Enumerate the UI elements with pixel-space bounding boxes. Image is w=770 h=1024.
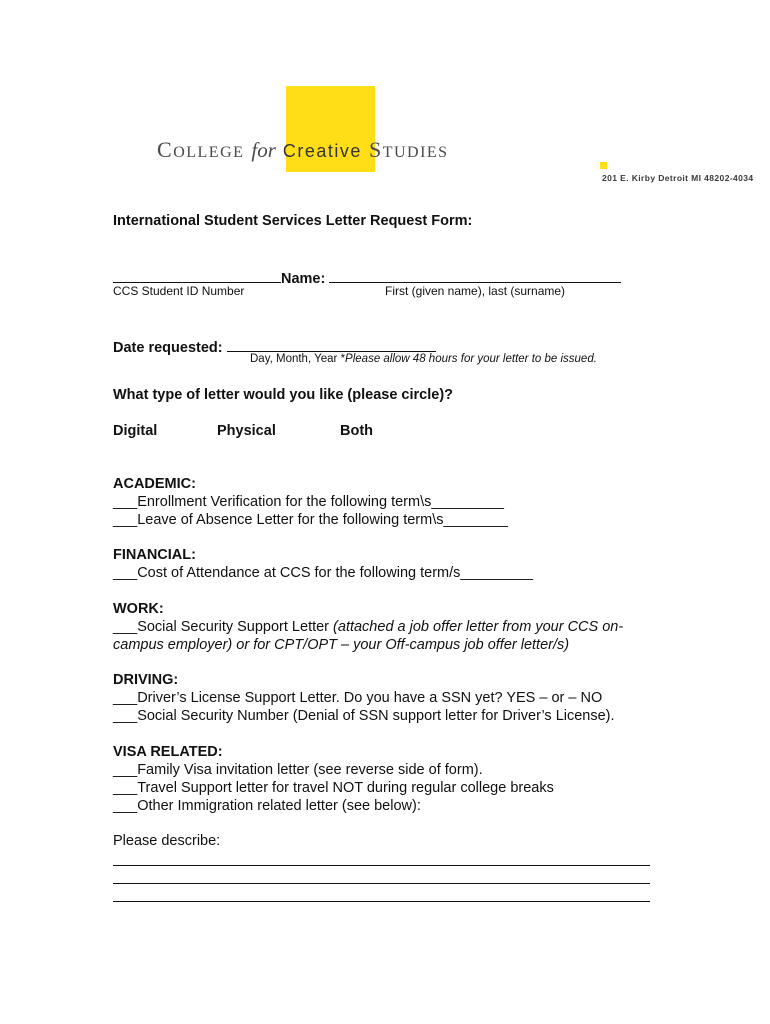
academic-heading: ACADEMIC:: [113, 476, 196, 492]
logo-address: 201 E. Kirby Detroit MI 48202-4034: [602, 173, 754, 183]
describe-line-1[interactable]: [113, 864, 650, 866]
financial-heading: FINANCIAL:: [113, 547, 196, 563]
work-item-note-line2: campus employer) or for CPT/OPT – your Off-campus job offer letter/s): [113, 637, 570, 653]
logo-word-college: COLLEGE: [157, 137, 245, 162]
driving-item-ssn-denial[interactable]: ___Social Security Number (Denial of SSN support letter for Driver’s License).: [113, 708, 615, 724]
academic-item-enrollment[interactable]: ___Enrollment Verification for the following term\s_________: [113, 494, 504, 510]
work-heading: WORK:: [113, 601, 164, 617]
visa-heading: VISA RELATED:: [113, 744, 223, 760]
college-logo: [157, 137, 449, 163]
date-field[interactable]: [227, 337, 436, 352]
name-label: Name:: [281, 271, 326, 287]
logo-word-creative: Creative: [282, 141, 362, 161]
visa-item-family[interactable]: ___Family Visa invitation letter (see reverse side of form).: [113, 762, 483, 778]
name-caption: First (given name), last (surname): [385, 284, 566, 298]
date-label: Date requested:: [113, 340, 223, 356]
describe-label: Please describe:: [113, 833, 221, 849]
logo-word-for: for: [251, 138, 276, 162]
visa-item-other[interactable]: ___Other Immigration related letter (see below):: [113, 798, 421, 814]
work-item-ssn-support-cont: [113, 637, 569, 653]
driving-heading: DRIVING:: [113, 672, 179, 688]
student-id-field[interactable]: [113, 268, 281, 283]
work-item-prefix: ___Social Security Support Letter: [113, 619, 334, 635]
date-hint: [250, 353, 597, 365]
driving-item-license[interactable]: ___Driver’s License Support Letter. Do you have a SSN yet? YES – or – NO: [113, 690, 603, 706]
option-physical[interactable]: Physical: [217, 423, 276, 439]
describe-line-2[interactable]: [113, 882, 650, 884]
logo-small-square: [600, 162, 607, 169]
describe-line-3[interactable]: [113, 900, 650, 902]
date-caption: Day, Month, Year *: [250, 353, 346, 365]
name-field[interactable]: [329, 268, 621, 283]
student-id-caption: CCS Student ID Number: [113, 284, 245, 298]
work-item-note-line1: (attached a job offer letter from your CCS on-: [333, 619, 624, 635]
date-note: Please allow 48 hours for your letter to be issued.: [345, 353, 597, 365]
work-item-ssn-support[interactable]: [113, 619, 623, 635]
academic-item-leave[interactable]: ___Leave of Absence Letter for the following term\s________: [113, 512, 508, 528]
form-title: International Student Services Letter Request Form:: [113, 213, 473, 229]
financial-item-cost[interactable]: ___Cost of Attendance at CCS for the following term/s_________: [113, 565, 533, 581]
visa-item-travel[interactable]: ___Travel Support letter for travel NOT during regular college breaks: [113, 780, 554, 796]
letter-type-question: What type of letter would you like (please circle)?: [113, 387, 454, 403]
option-both[interactable]: Both: [340, 423, 374, 439]
logo-word-studies: STUDIES: [368, 137, 449, 162]
option-digital[interactable]: Digital: [113, 423, 158, 439]
